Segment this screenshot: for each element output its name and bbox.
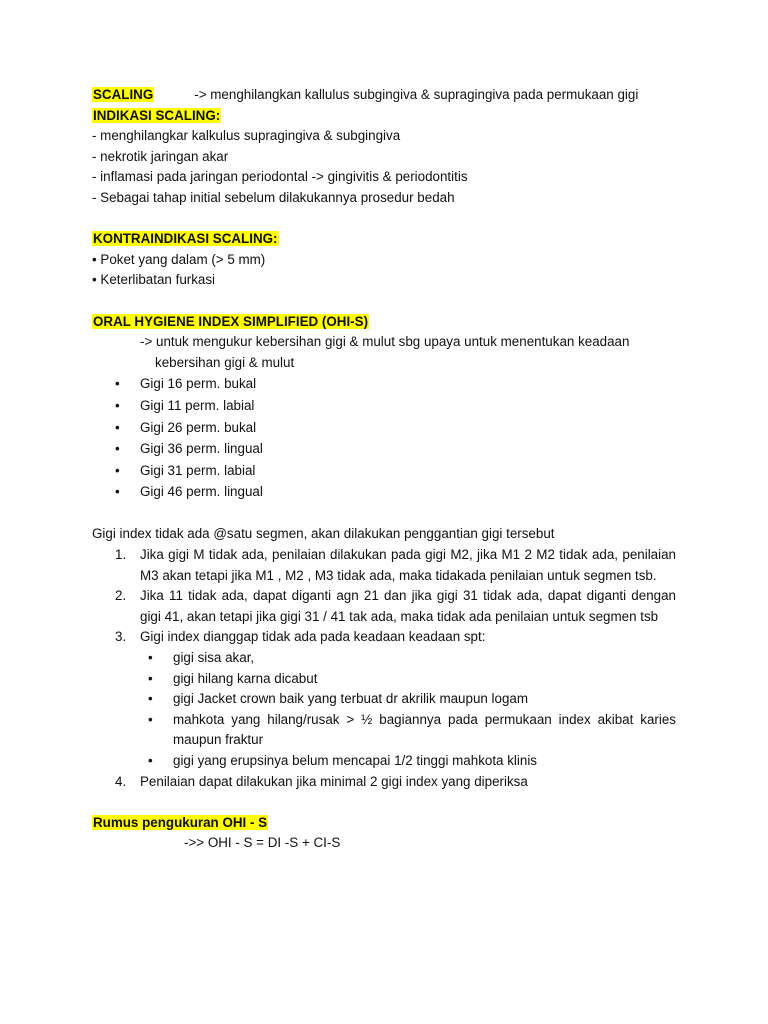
- index-tooth-item: • Gigi 31 perm. labial: [92, 461, 676, 482]
- indikasi-heading-line: [92, 106, 676, 127]
- kontraindikasi-item: • Keterlibatan furkasi: [92, 272, 216, 288]
- condition-item: • gigi sisa akar,: [140, 648, 676, 669]
- replacement-rule: [92, 772, 676, 793]
- index-tooth-item: • Gigi 46 perm. lingual: [92, 482, 676, 503]
- ohis-heading-line: [92, 312, 676, 333]
- rule-text: Jika gigi M tidak ada, penilaian dilakukan pada gigi M2, jika M1 2 M2 tidak ada, penilaian M3 akan tetapi jika M1 , M2 , M3 tidak ada, maka tidakada penilaian untuk segmen tsb.: [140, 547, 676, 583]
- ohis-heading: ORAL HYGIENE INDEX SIMPLIFIED (OHI-S): [93, 313, 369, 329]
- kontraindikasi-heading-line: [92, 229, 676, 250]
- index-tooth-item: • Gigi 16 perm. bukal: [92, 374, 676, 395]
- ohis-formula: ->> OHI - S = DI -S + CI-S: [184, 835, 341, 851]
- scaling-definition: -> menghilangkan kallulus subgingiva & supragingiva pada permukaan gigi: [194, 87, 639, 102]
- indikasi-item: - nekrotik jaringan akar: [92, 148, 229, 164]
- index-tooth-item: • Gigi 36 perm. lingual: [92, 439, 676, 460]
- indikasi-item: - inflamasi pada jaringan periodontal -> gingivitis & periodontitis: [92, 169, 468, 185]
- indikasi-item: - Sebagai tahap initial sebelum dilakukannya prosedur bedah: [92, 189, 455, 205]
- replacement-rule: [92, 627, 676, 771]
- indikasi-heading: INDIKASI SCALING:: [93, 107, 221, 123]
- rule-text: Jika 11 tidak ada, dapat diganti agn 21 dan jika gigi 31 tidak ada, dapat diganti dengan gigi 41, akan tetapi jika gigi 31 / 41 tak ada, maka tidak ada penilaian untuk segmen tsb: [140, 588, 676, 624]
- ohis-description-cont: kebersihan gigi & mulut: [155, 354, 295, 370]
- condition-item: • gigi hilang karna dicabut: [140, 669, 676, 690]
- rule-text: Penilaian dapat dilakukan jika minimal 2 gigi index yang diperiksa: [140, 773, 528, 789]
- index-tooth-item: • Gigi 11 perm. labial: [92, 396, 676, 417]
- rule-number: 1.: [115, 547, 127, 563]
- scaling-heading: SCALING: [93, 87, 154, 102]
- kontraindikasi-heading: KONTRAINDIKASI SCALING:: [93, 231, 278, 247]
- ohis-description: -> untuk mengukur kebersihan gigi & mulut sbg upaya untuk menentukan keadaan: [140, 334, 630, 350]
- rule-text: Gigi index dianggap tidak ada pada keadaan keadaan spt:: [140, 629, 486, 645]
- indikasi-item: - menghilangkar kalkulus supragingiva & subgingiva: [92, 128, 401, 144]
- condition-item: • gigi yang erupsinya belum mencapai 1/2 tinggi mahkota klinis: [140, 751, 676, 772]
- replacement-rule: [92, 586, 676, 627]
- rumus-heading-line: [92, 813, 676, 834]
- rule-number: 3.: [115, 629, 127, 645]
- replacement-rules-list: [92, 545, 676, 792]
- replacement-intro: Gigi index tidak ada @satu segmen, akan dilakukan penggantian gigi tersebut: [92, 526, 555, 542]
- kontraindikasi-item: • Poket yang dalam (> 5 mm): [92, 251, 266, 267]
- condition-item: • mahkota yang hilang/rusak > ½ bagiannya pada permukaan index akibat karies maupun fraktur: [140, 710, 676, 751]
- index-tooth-item: • Gigi 26 perm. bukal: [92, 418, 676, 439]
- condition-list: [140, 648, 676, 772]
- document-page: [92, 85, 676, 854]
- condition-item: • gigi Jacket crown baik yang terbuat dr akrilik maupun logam: [140, 689, 676, 710]
- rule-number: 2.: [115, 588, 127, 604]
- scaling-definition-line: [92, 85, 676, 106]
- rule-number: 4.: [115, 773, 127, 789]
- rumus-heading: Rumus pengukuran OHI - S: [93, 814, 268, 830]
- index-teeth-list: [92, 374, 676, 503]
- replacement-rule: [92, 545, 676, 586]
